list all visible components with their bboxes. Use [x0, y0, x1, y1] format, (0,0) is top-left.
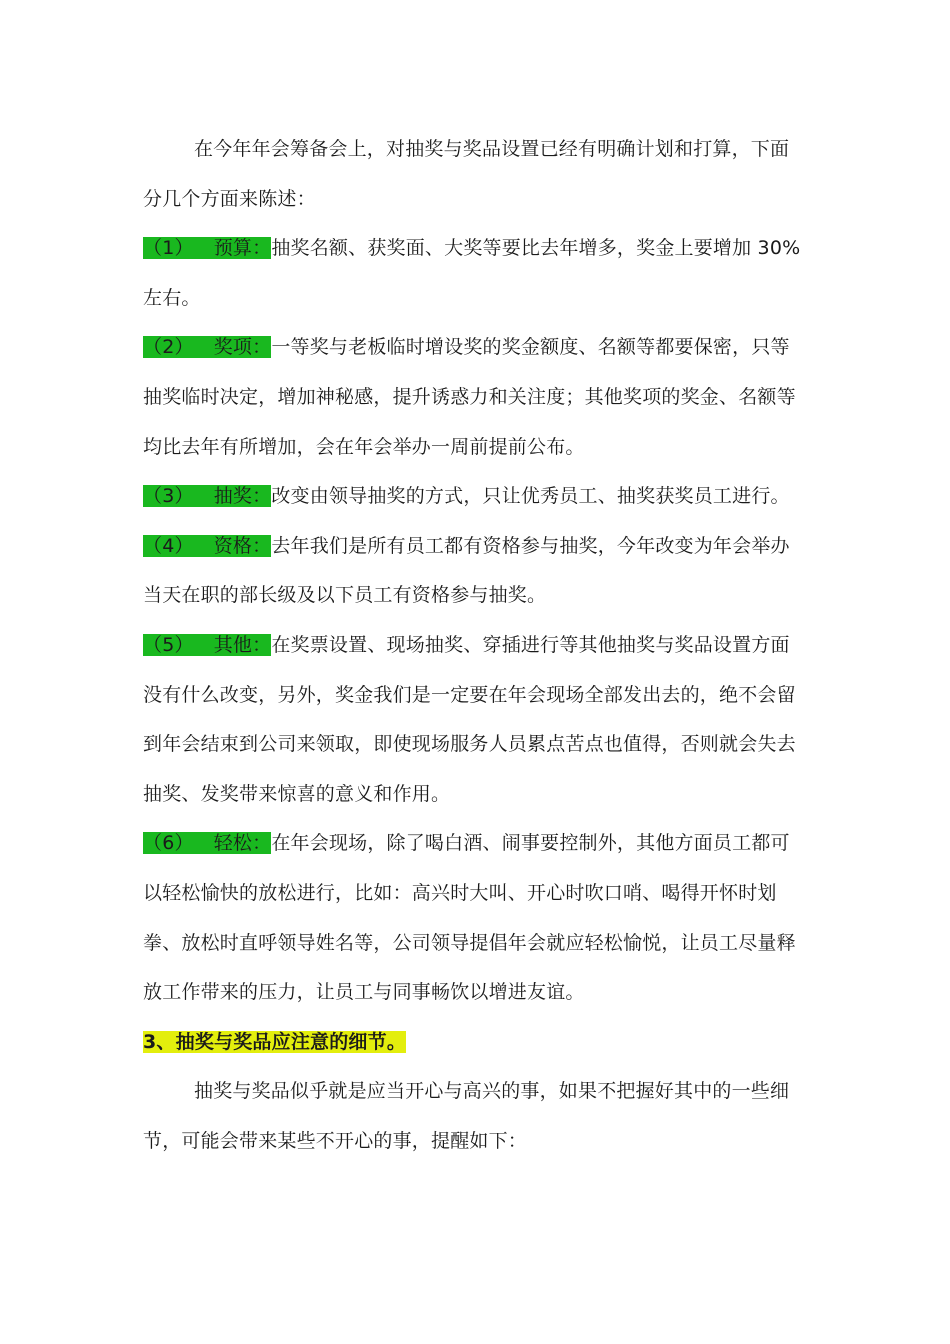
item-label: 奖项：	[213, 336, 272, 359]
item-label: 预算：	[213, 237, 272, 260]
item-number: （4）	[143, 534, 194, 557]
item-tag-budget	[143, 237, 271, 259]
item-number: （1）	[143, 237, 194, 260]
item-other	[143, 621, 808, 819]
item-label: 抽奖：	[213, 485, 272, 508]
item-text: 一等奖与老板临时增设奖的奖金额度、名额等都要保密，只等抽奖临时决定，增加神秘感，提升诱惑力和关注度；其他奖项的奖金、名额等均比去年有所增加，会在年会举办一周前提前公布。	[143, 336, 796, 458]
section-heading-text: 3、抽奖与奖品应注意的细节。	[143, 1030, 407, 1053]
item-drawing	[143, 472, 808, 522]
item-eligibility	[143, 522, 808, 621]
item-tag-eligibility	[143, 535, 271, 557]
section-body: 抽奖与奖品似乎就是应当开心与高兴的事，如果不把握好其中的一些细节，可能会带来某些不开心的事，提醒如下：	[143, 1080, 790, 1152]
item-label: 资格：	[213, 534, 272, 557]
item-number: （2）	[143, 336, 194, 359]
item-label: 其他：	[213, 633, 272, 656]
item-budget	[143, 224, 808, 323]
item-tag-other	[143, 634, 271, 656]
item-tag-drawing	[143, 485, 271, 507]
item-relaxed	[143, 819, 808, 1017]
item-text: 去年我们是所有员工都有资格参与抽奖，今年改变为年会举办当天在职的部长级及以下员工有资格参与抽奖。	[143, 534, 790, 607]
item-tag-awards	[143, 336, 271, 358]
intro-paragraph: 在今年年会筹备会上，对抽奖与奖品设置已经有明确计划和打算，下面分几个方面来陈述：	[143, 138, 790, 210]
item-awards	[143, 323, 808, 472]
item-number: （6）	[143, 832, 194, 855]
item-number: （5）	[143, 633, 194, 656]
item-text: 在年会现场，除了喝白酒、闹事要控制外，其他方面员工都可以轻松愉快的放松进行，比如：高兴时大叫、开心时吹口哨、喝得开怀时划拳、放松时直呼领导姓名等，公司领导提倡年会就应轻松愉悦，让员工尽量释放工作带来的压力，让员工与同事畅饮以增进友谊。	[143, 832, 796, 1004]
section-heading	[143, 1018, 808, 1068]
item-tag-relaxed	[143, 832, 271, 854]
item-text: 改变由领导抽奖的方式，只让优秀员工、抽奖获奖员工进行。	[271, 485, 790, 508]
item-text: 抽奖名额、获奖面、大奖等要比去年增多，奖金上要增加 30%左右。	[143, 237, 801, 309]
item-text: 在奖票设置、现场抽奖、穿插进行等其他抽奖与奖品设置方面没有什么改变，另外，奖金我们是一定要在年会现场全部发出去的，绝不会留到年会结束到公司来领取，即使现场服务人员累点苦点也值得，否则就会失去抽奖、发奖带来惊喜的意义和作用。	[143, 633, 796, 805]
document-body	[143, 125, 808, 1166]
item-number: （3）	[143, 485, 194, 508]
item-label: 轻松：	[213, 832, 272, 855]
